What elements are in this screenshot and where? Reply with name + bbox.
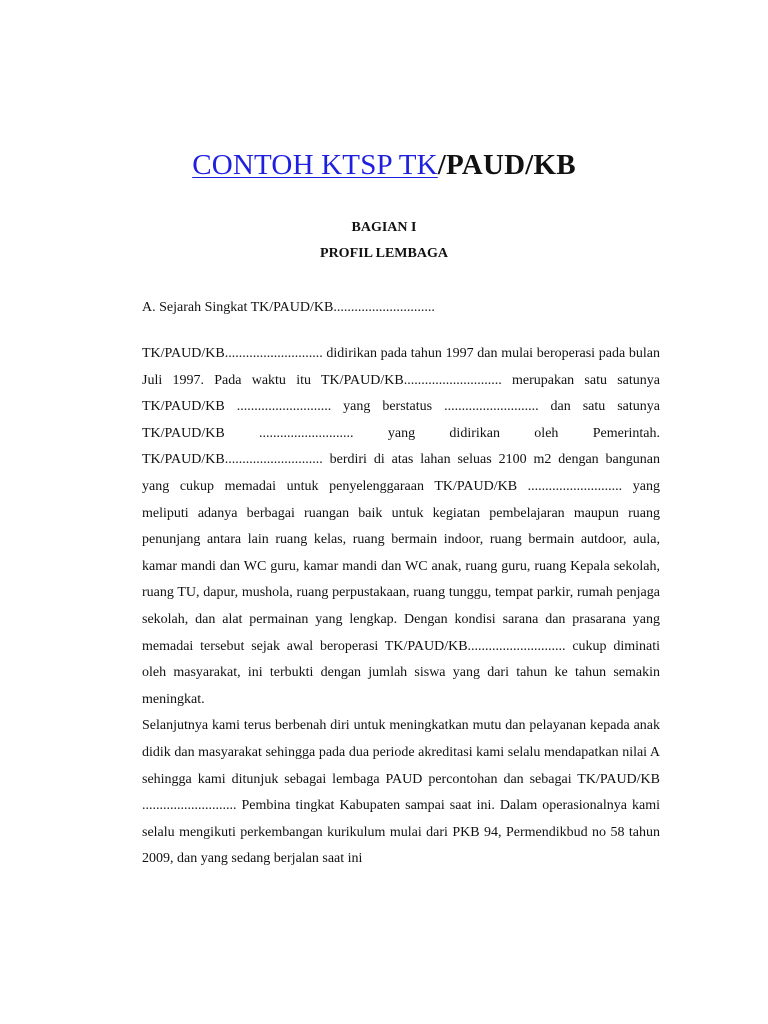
body-text: [142, 341, 660, 873]
title-suffix: /PAUD/KB: [437, 149, 576, 181]
part-title: PROFIL LEMBAGA: [320, 246, 448, 261]
part-label: BAGIAN I: [351, 220, 417, 235]
paragraph: TK/PAUD/KB............................ didirikan pada tahun 1997 dan mulai beroperasi pada bulan Juli 1997. Pada waktu itu TK/PAUD/KB............................ merupakan satu satunya TK/PAUD/KB ........................... yang berstatus ........................... dan satu satunya TK/PAUD/KB ........................... yang didirikan oleh Pemerintah. TK/PAUD/KB............................ berdiri di atas lahan seluas 2100 m2 dengan bangunan yang cukup memadai untuk penyelenggaraan TK/PAUD/KB ........................... yang meliputi adanya berbagai ruangan baik untuk kegiatan pembelajaran maupun ruang penunjang antara lain ruang kelas, ruang bermain indoor, ruang bermain autdoor, aula, kamar mandi dan WC guru, kamar mandi dan WC anak, ruang guru, ruang Kepala sekolah, ruang TU, dapur, mushola, ruang perpustakaan, ruang tunggu, tempat parkir, rumah penjaga sekolah, dan alat permainan yang lengkap. Dengan kondisi sarana dan prasarana yang memadai tersebut sejak awal beroperasi TK/PAUD/KB............................ cukup diminati oleh masyarakat, ini terbukti dengan jumlah siswa yang dari tahun ke tahun semakin meningkat.: [142, 346, 660, 707]
title-link[interactable]: CONTOH KTSP TK: [192, 149, 438, 181]
paragraph: Selanjutnya kami terus berbenah diri untuk meningkatkan mutu dan pelayanan kepada anak didik dan masyarakat sehingga pada dua periode akreditasi kami selalu mendapatkan nilai A sehingga kami ditunjuk sebagai lembaga PAUD percontohan dan sebagai TK/PAUD/KB ........................... Pembina tingkat Kabupaten sampai saat ini. Dalam operasionalnya kami selalu mengikuti perkembangan kurikulum mulai dari PKB 94, Permendikbud no 58 tahun 2009, dan yang sedang berjalan saat ini: [142, 718, 660, 867]
document-title: [0, 146, 768, 184]
section-heading: A. Sejarah Singkat TK/PAUD/KB.............................: [142, 300, 435, 315]
